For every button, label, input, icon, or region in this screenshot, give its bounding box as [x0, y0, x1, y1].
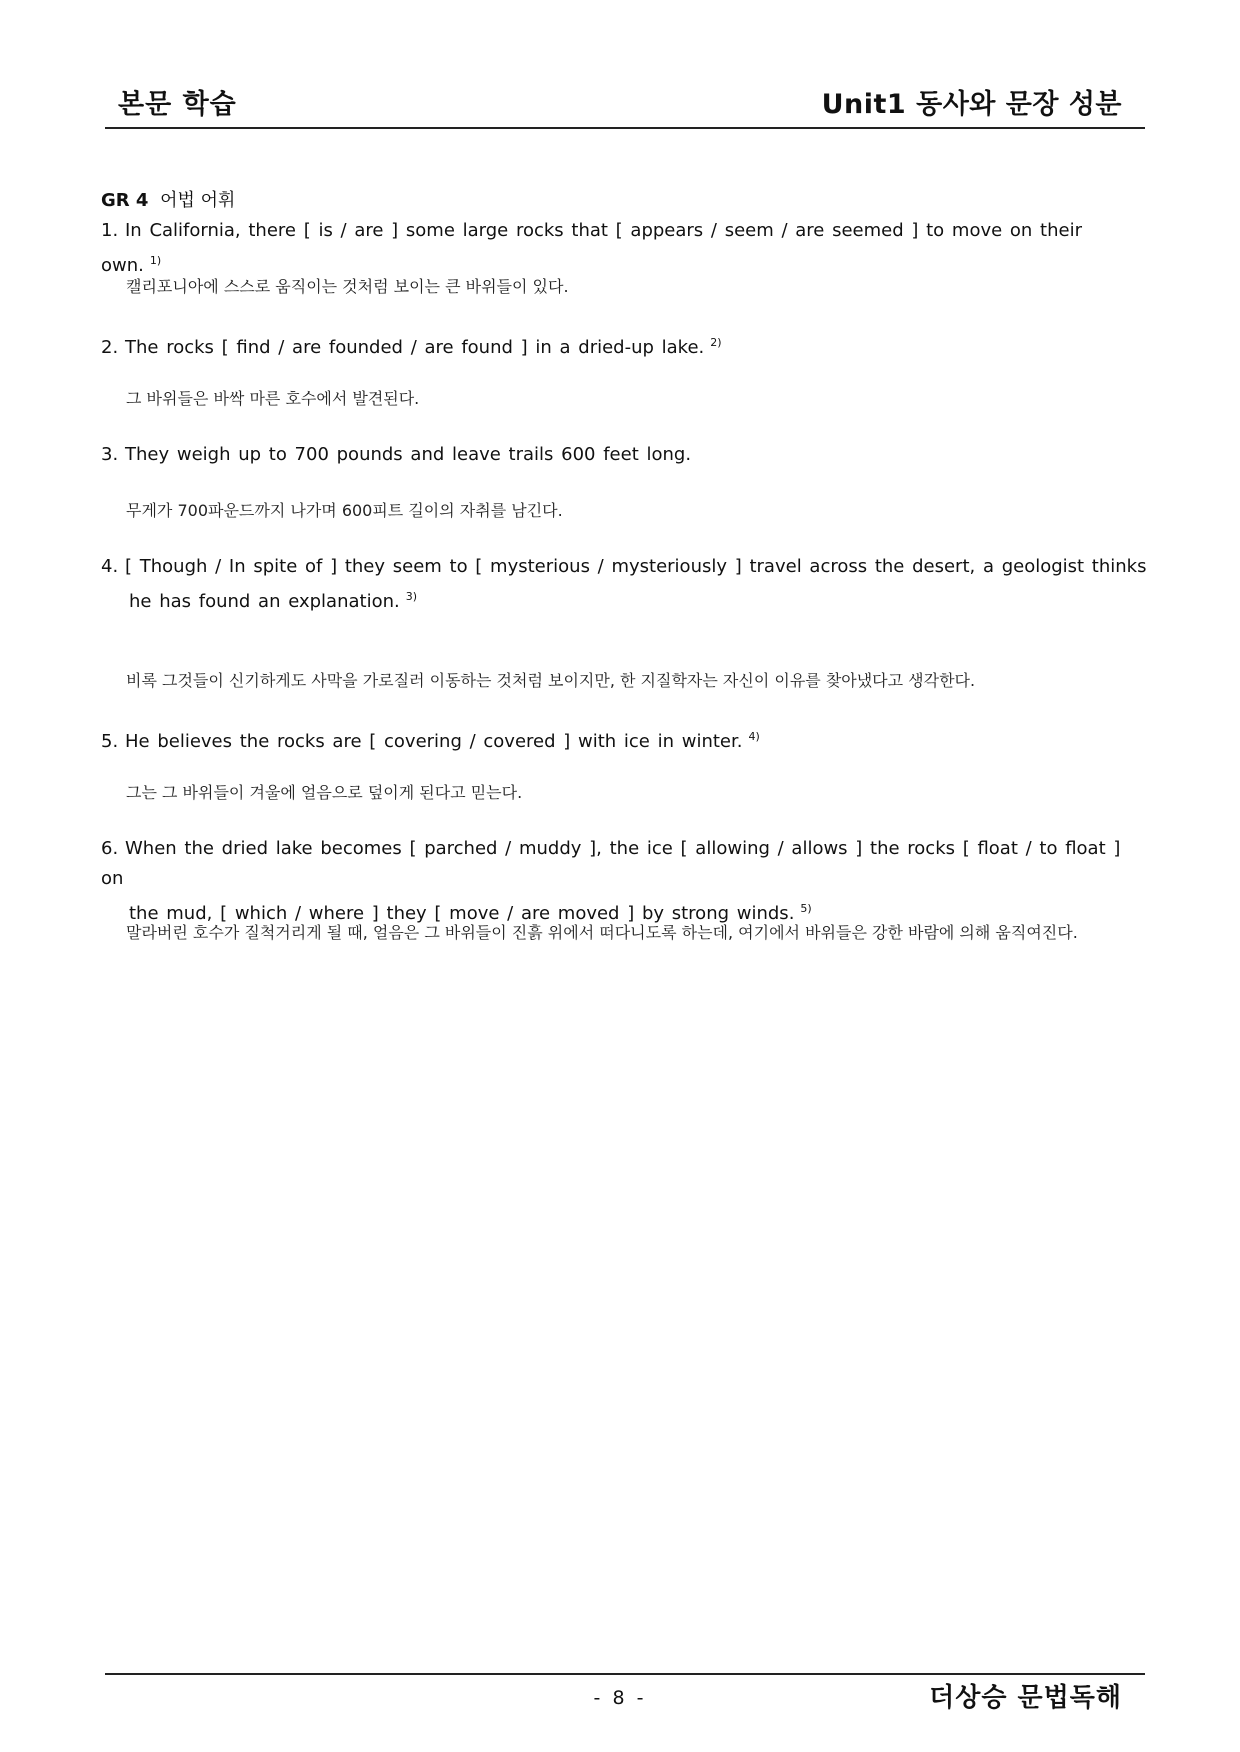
question-text: The rocks [ find / are founded / are found ] in a dried-up lake. — [125, 337, 705, 358]
footnote-marker: 5) — [800, 902, 812, 915]
question-5 — [101, 722, 1147, 757]
question-text: [ Though / In spite of ] they seem to [ mysterious / mysteriously ] travel across the desert, a geologist thinks — [125, 556, 1147, 577]
question-number: 3. — [101, 444, 119, 465]
question-text-continued: the mud, [ which / where ] they [ move / are moved ] by strong winds. — [129, 903, 795, 924]
question-number: 6. — [101, 838, 119, 859]
question-1 — [101, 216, 1147, 281]
section-label — [101, 186, 235, 212]
translation-1: 캘리포니아에 스스로 움직이는 것처럼 보이는 큰 바위들이 있다. — [126, 277, 569, 296]
translation-4: 비록 그것들이 신기하게도 사막을 가로질러 이동하는 것처럼 보이지만, 한 지질학자는 자신이 이유를 찾아냈다고 생각한다. — [126, 671, 976, 690]
footnote-marker: 2) — [710, 336, 722, 349]
question-3 — [101, 440, 1147, 470]
footnote-marker: 3) — [405, 590, 418, 603]
question-4 — [101, 552, 1147, 617]
header-unit-title: Unit1 동사와 문장 성분 — [821, 89, 1122, 120]
question-number: 5. — [101, 731, 119, 752]
question-text: In California, there [ is / are ] some large rocks that [ appears / seem / are seemed ] to move on their own. — [101, 220, 1082, 276]
section-name: 어법 어휘 — [160, 190, 236, 211]
question-number: 4. — [101, 556, 119, 577]
translation-3: 무게가 700파운드까지 나가며 600피트 길이의 자취를 남긴다. — [126, 501, 563, 520]
question-number: 1. — [101, 220, 119, 241]
translation-5: 그는 그 바위들이 겨울에 얼음으로 덮이게 된다고 믿는다. — [126, 783, 523, 802]
footnote-marker: 4) — [748, 730, 760, 743]
question-text: When the dried lake becomes [ parched / muddy ], the ice [ allowing / allows ] the rocks [ float / to float ] on — [101, 838, 1121, 889]
question-number: 2. — [101, 337, 119, 358]
translation-2: 그 바위들은 바싹 마른 호수에서 발견된다. — [126, 389, 420, 408]
question-6 — [101, 834, 1147, 929]
question-text: They weigh up to 700 pounds and leave trails 600 feet long. — [125, 444, 692, 465]
footer-brand: 더상승 문법독해 — [929, 1683, 1122, 1713]
question-text-continued: he has found an explanation. — [129, 591, 400, 612]
page-number: - 8 - — [593, 1687, 647, 1709]
header-divider — [105, 127, 1145, 129]
translation-6: 말라버린 호수가 질척거리게 될 때, 얼음은 그 바위들이 진흙 위에서 떠다니도록 하는데, 여기에서 바위들은 강한 바람에 의해 움직여진다. — [126, 923, 1078, 942]
question-2 — [101, 328, 1147, 363]
section-code: GR 4 — [101, 190, 149, 211]
footnote-marker: 1) — [149, 254, 162, 267]
footer-divider — [105, 1673, 1145, 1675]
question-text: He believes the rocks are [ covering / covered ] with ice in winter. — [125, 731, 743, 752]
header-section-title: 본문 학습 — [118, 89, 237, 120]
